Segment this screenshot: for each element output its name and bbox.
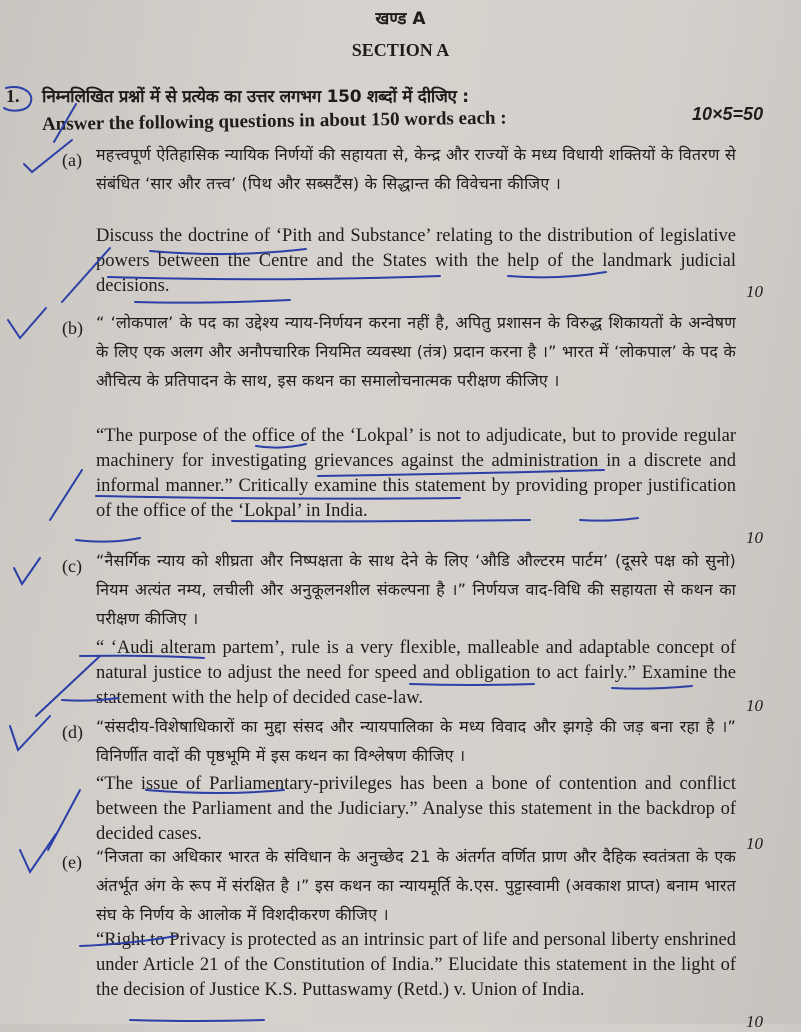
part-label: (c) [62, 556, 82, 576]
part-label: (d) [62, 722, 83, 742]
section-title-hindi: खण्ड A [375, 9, 426, 29]
part-marks: 10 [746, 834, 763, 853]
underline-icon [135, 300, 290, 303]
part-label: (e) [62, 852, 82, 872]
margin-line-icon [36, 656, 100, 716]
part-text-hindi: “नैसर्गिक न्याय को शीघ्रता और निष्पक्षता के साथ देने के लिए ‘औडि औल्टरम पार्टम’ (दूसरे पक्ष को सुनो) नियम अत्यंत नम्य, लचीली और अनुकूलनशील संकल्पना है ।” निर्णयज वाद-विधि की सहायता से कथन का परीक्षण कीजिए । [96, 551, 736, 628]
instruction-english: Answer the following questions in about 150 words each : [41, 107, 507, 135]
part-text-hindi: “निजता का अधिकार भारत के संविधान के अनुच्छेद 21 के अंतर्गत वर्णित प्राण और दैहिक स्वतंत्रता के एक अंतर्भूत अंग के रूप में संरक्षित है ।” इस कथन का न्यायमूर्ति के.एस. पुट्टास्वामी (अवकाश प्राप्त) बनाम भारत संघ के निर्णय के आलोक में विशदीकरण कीजिए । [96, 847, 736, 924]
part-text-english: “Right to Privacy is protected as an intrinsic part of life and personal liberty enshrined under Article 21 of the Constitution of India.” Elucidate this statement in the light of the decision of Justice K.S. Puttaswamy (Retd.) v. Union of India. [96, 930, 736, 1000]
tick-mark-icon [20, 834, 56, 872]
tick-mark-icon [8, 308, 46, 338]
total-marks: 10×5=50 [692, 104, 764, 124]
part-text-hindi: “संसदीय-विशेषाधिकारों का मुद्दा संसद और न्यायपालिका के मध्य विवाद और झगड़े की जड़ बना रहा है ।” विनिर्णीत वादों की पृष्ठभूमि में इस कथन का विश्लेषण कीजिए । [96, 717, 736, 765]
question-number: 1. [6, 86, 20, 106]
part-marks: 10 [746, 1012, 763, 1031]
section-title-english: SECTION A [351, 40, 450, 60]
underline-icon [76, 538, 140, 542]
part-marks: 10 [746, 282, 763, 301]
part-label: (a) [62, 150, 82, 170]
part-text-hindi: “ ‘लोकपाल’ के पद का उद्देश्य न्याय-निर्णयन करना नहीं है, अपितु प्रशासन के विरुद्ध शिकायतों के अन्वेषण के लिए एक अलग और अनौपचारिक नियमित व्यवस्था (तंत्र) प्रदान करना है ।” भारत में ‘लोकपाल’ के पद के औचित्य के प्रतिपादन के साथ, इस कथन का समालोचनात्मक परीक्षण कीजिए । [96, 313, 736, 390]
part-marks: 10 [746, 528, 763, 547]
margin-line-icon [48, 790, 80, 850]
part-text-english: Discuss the doctrine of ‘Pith and Substance’ relating to the distribution of legislative powers between the Centre and the States with the help of the landmark judicial decisions. [96, 226, 736, 296]
part-text-english: “The purpose of the office of the ‘Lokpal’ is not to adjudicate, but to provide regular machinery for investigating grievances against the administration in a discrete and informal manner.” Critically examine this statement by providing proper justification of the office of the ‘Lokpal’ in India. [96, 426, 736, 521]
part-text-english: “ ‘Audi alteram partem’, rule is a very flexible, malleable and adaptable concept of natural justice to adjust the need for speed and obligation to act fairly.” Examine the statement with the help of decided case-law. [96, 638, 736, 708]
instruction-hindi: निम्नलिखित प्रश्नों में से प्रत्येक का उत्तर लगभग 150 शब्दों में दीजिए : [42, 87, 469, 107]
tick-mark-icon [10, 716, 50, 750]
margin-line-icon [50, 470, 82, 520]
part-text-english: “The issue of Parliamentary-privileges has been a bone of contention and conflict between the Parliament and the Judiciary.” Analyse this statement in the backdrop of decided cases. [96, 774, 736, 844]
part-marks: 10 [746, 696, 763, 715]
part-label: (b) [62, 318, 83, 338]
part-text-hindi: महत्त्वपूर्ण ऐतिहासिक न्यायिक निर्णयों की सहायता से, केन्द्र और राज्यों के मध्य विधायी शक्तियों के वितरण से संबंधित ‘सार और तत्त्व’ (पिथ और सब्सटैंस) के सिद्धान्त की विवेचना कीजिए । [96, 145, 736, 193]
tick-mark-icon [14, 558, 40, 584]
underline-icon [130, 1020, 264, 1021]
